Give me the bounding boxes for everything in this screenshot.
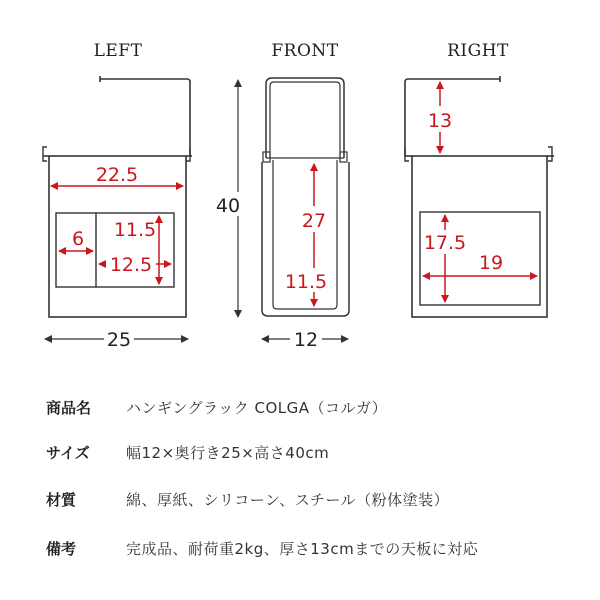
right-pocket-height-label: 17.5: [423, 232, 467, 254]
spec-value-material: 綿、厚紙、シリコーン、スチール（粉体塗装）: [126, 491, 450, 509]
spec-value-product-name: ハンギングラック COLGA（コルガ）: [126, 399, 388, 417]
front-view-title: FRONT: [271, 41, 339, 61]
right-view: [405, 41, 554, 317]
left-pocket-height-label: 11.5: [113, 219, 157, 241]
spec-label-product-name: 商品名: [46, 399, 92, 417]
right-view-title: RIGHT: [447, 41, 509, 61]
spec-value-size: 幅12×奥行き25×高さ40cm: [126, 444, 330, 462]
left-hook: [100, 79, 190, 156]
front-inner-frame: [270, 82, 340, 158]
left-view: [43, 41, 192, 351]
front-pocket-height-label: 11.5: [284, 271, 328, 293]
spec-row-material: [46, 488, 586, 512]
front-inner-height-label: 27: [301, 210, 327, 232]
spec-row-size: [46, 441, 586, 465]
right-hook-gap-label: 13: [427, 110, 453, 132]
spec-value-notes: 完成品、耐荷重2kg、厚さ13cmまでの天板に対応: [126, 540, 479, 558]
left-inner-width-label: 22.5: [95, 164, 139, 186]
spec-row-product-name: [46, 396, 586, 420]
spec-row-notes: [46, 537, 586, 561]
spec-label-notes: 備考: [46, 540, 77, 558]
left-pocket-small-label: 6: [71, 228, 85, 250]
front-total-height-label: 40: [215, 195, 241, 217]
left-clip-left: [43, 147, 47, 161]
left-depth-label: 25: [106, 329, 132, 351]
spec-label-size: サイズ: [46, 444, 90, 462]
left-view-title: LEFT: [93, 41, 143, 61]
right-clip-right: [548, 147, 552, 161]
spec-label-material: 材質: [46, 491, 77, 509]
front-width-label: 12: [293, 329, 319, 351]
right-pocket-width-label: 19: [478, 252, 504, 274]
front-view: [216, 41, 349, 351]
right-clip-left: [405, 147, 409, 161]
front-outer-frame: [266, 78, 344, 158]
left-pocket-large-label: 12.5: [109, 254, 153, 276]
